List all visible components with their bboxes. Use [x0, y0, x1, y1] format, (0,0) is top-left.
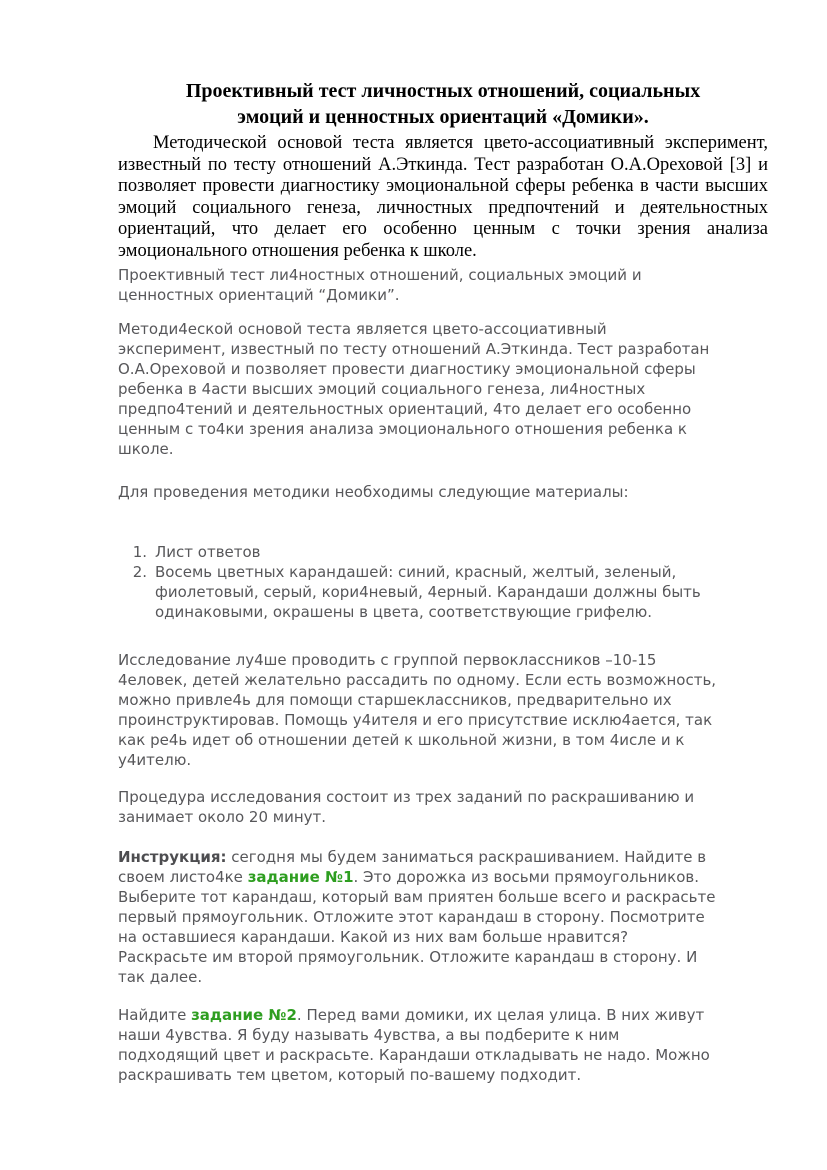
list-item-text: Лист ответов [155, 543, 261, 561]
materials-list [118, 542, 768, 622]
task2-paragraph [118, 1005, 718, 1085]
ocr-intro-paragraph: Методи4еской основой теста является цвето-ассоциативный эксперимент, известный по тесту отношений А.Эткинда. Тест разработан О.А.Ореховой и позволяет провести диагностику эмоциональной сферы ребенка в 4асти высших эмоций социального генеза, ли4ностных предпо4тений и деятельностных ориентаций, 4то делает его особенно ценным с то4ки зрения анализа эмоционального отношения ребенка к школе. [118, 320, 710, 458]
task1-reference: задание №1 [247, 868, 354, 886]
instruction-text-rest: . Это дорожка из восьми прямоугольников. Выберите тот карандаш, который вам приятен больше всего и раскрасьте первый прямоугольник. Отложите этот карандаш в сторону. Посмотрите на оставшиеся карандаши. Какой из них вам больше нравится? Раскрасьте им второй прямоугольник. Отложите карандаш в сторону. И так далее. [118, 868, 716, 986]
task2-text-rest: . Перед вами домики, их целая улица. В них живут наши 4увства. Я буду называть 4увства, а вы подберите к ним подходящий цвет и раскрасьте. Карандаши откладывать не надо. Можно раскрашивать тем цветом, который по-вашему подходит. [118, 1006, 710, 1084]
ocr-title-paragraph: Проективный тест ли4ностных отношений, социальных эмоций и ценностных ориентаций “Домики”. [118, 266, 642, 304]
list-item [131, 562, 768, 622]
list-item-number: 2. [132, 563, 147, 581]
instruction-paragraph [118, 847, 718, 987]
list-item-text: Восемь цветных карандашей: синий, красный, желтый, зеленый, фиолетовый, серый, кори4невый, 4ерный. Карандаши должны быть одинаковыми, окрашены в цвета, соответствующие грифелю. [155, 563, 701, 621]
task2-text-before: Найдите [118, 1006, 192, 1024]
instruction-text-before-task: сегодня мы будем заниматься раскрашиванием. Найдите в своем листо4ке [118, 848, 707, 886]
list-item [131, 542, 768, 562]
research-procedure-paragraph: Исследование лу4ше проводить с группой первоклассников –10-15 4еловек, детей желательно рассадить по одному. Если есть возможность, можно привле4ь для помощи старшеклассников, предварительно их проинструктировав. Помощь у4ителя и его присутствие исклю4ается, так как ре4ь идет об отношении детей к школьной жизни, в том 4исле и к у4ителю. [118, 651, 717, 769]
materials-heading: Для проведения методики необходимы следующие материалы: [118, 483, 629, 501]
procedure-duration-paragraph: Процедура исследования состоит из трех заданий по раскрашиванию и занимает около 20 минут. [118, 788, 695, 826]
document-title: Проективный тест личностных отношений, социальных эмоций и ценностных ориентаций «Домики». [185, 80, 701, 128]
list-item-number: 1. [132, 543, 147, 561]
task2-reference: задание №2 [191, 1006, 297, 1024]
intro-paragraph-serif: Методической основой теста является цвето-ассоциативный эксперимент, известный по тесту отношений А.Эткинда. Тест разработан О.А.Ореховой [3] и позволяет провести диагностику эмоциональной сферы ребенка в части высших эмоций социального генеза, личностных предпочтений и деятельностных ориентаций, что делает его особенно ценным с точки зрения анализа эмоционального отношения ребенка к школе. [118, 133, 768, 261]
instruction-label: Инструкция: [118, 848, 227, 866]
